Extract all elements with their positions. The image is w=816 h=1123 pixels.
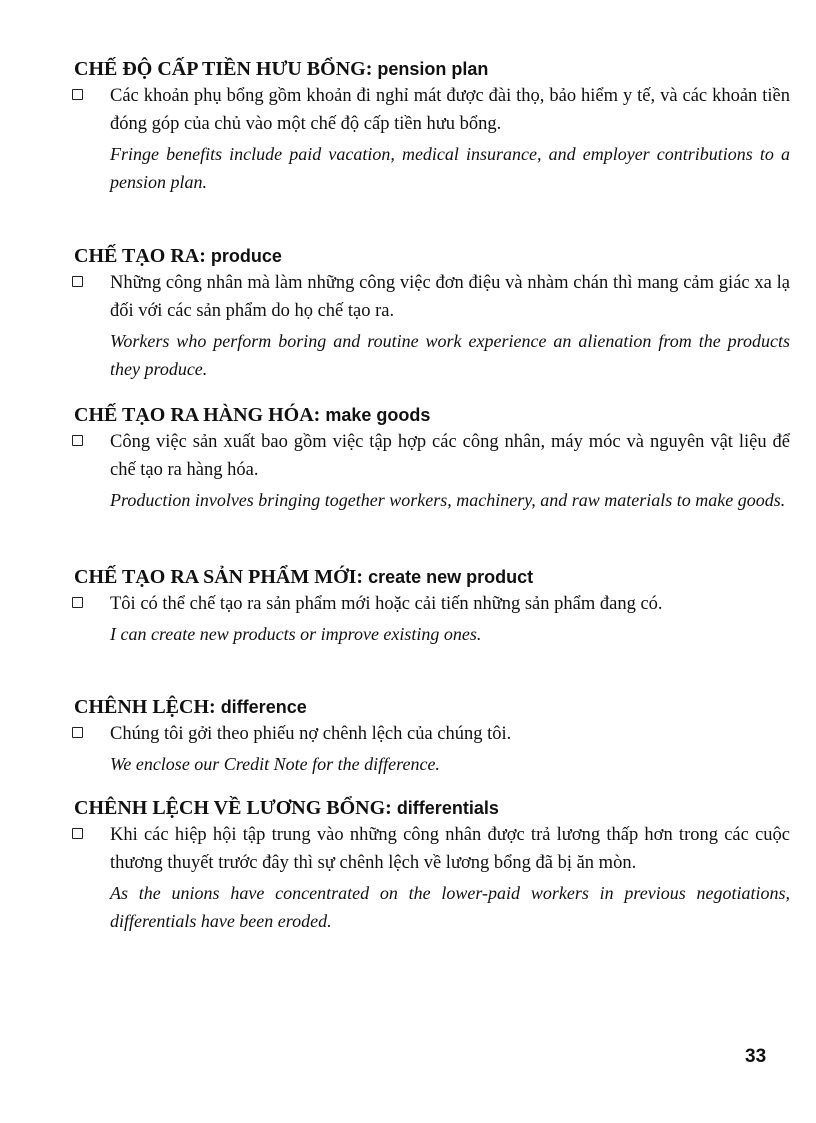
entry-differentials bbox=[70, 795, 790, 935]
term-vietnamese: CHẾ TẠO RA HÀNG HÓA: bbox=[74, 404, 321, 426]
entry-heading bbox=[74, 795, 790, 821]
checkbox-bullet-icon bbox=[72, 276, 83, 287]
example-vietnamese: Khi các hiệp hội tập trung vào những công nhân được trả lương thấp hơn trong các cuộc thương thuyết trước đây thì sự chênh lệch về lương bổng đã bị ăn mòn. bbox=[110, 825, 790, 873]
term-vietnamese: CHẾ TẠO RA: bbox=[74, 245, 206, 267]
checkbox-bullet-icon bbox=[72, 828, 83, 839]
entry-pension-plan bbox=[70, 56, 790, 196]
checkbox-bullet-icon bbox=[72, 727, 83, 738]
example-vietnamese: Chúng tôi gởi theo phiếu nợ chênh lệch của chúng tôi. bbox=[110, 724, 512, 744]
entry-heading bbox=[74, 56, 790, 82]
term-english: create new product bbox=[368, 567, 534, 587]
example-english: We enclose our Credit Note for the difference. bbox=[110, 754, 440, 774]
example-item bbox=[70, 269, 790, 383]
example-vietnamese: Công việc sản xuất bao gồm việc tập hợp các công nhân, máy móc và nguyên vật liệu để chế tạo ra hàng hóa. bbox=[110, 432, 790, 480]
term-english: make goods bbox=[325, 405, 431, 425]
example-vietnamese: Các khoản phụ bổng gồm khoản đi nghỉ mát được đài thọ, bảo hiểm y tế, và các khoản tiền đóng góp của chủ vào một chế độ cấp tiền hưu bổng. bbox=[110, 86, 790, 134]
example-item bbox=[70, 720, 790, 778]
example-english: As the unions have concentrated on the lower-paid workers in previous negotiations, differentials have been eroded. bbox=[110, 883, 790, 931]
term-english: differentials bbox=[396, 798, 499, 818]
entry-produce bbox=[70, 243, 790, 383]
term-vietnamese: CHẾ TẠO RA SẢN PHẨM MỚI: bbox=[74, 566, 364, 588]
example-vietnamese: Tôi có thể chế tạo ra sản phẩm mới hoặc cải tiến những sản phẩm đang có. bbox=[110, 594, 663, 614]
page-number: 33 bbox=[745, 1046, 767, 1067]
term-english: difference bbox=[220, 697, 307, 717]
entry-make-goods bbox=[70, 402, 790, 514]
checkbox-bullet-icon bbox=[72, 89, 83, 100]
example-item bbox=[70, 821, 790, 935]
term-vietnamese: CHẾ ĐỘ CẤP TIỀN HƯU BỔNG: bbox=[74, 58, 373, 80]
example-english: Production involves bringing together workers, machinery, and raw materials to make goods. bbox=[110, 490, 786, 510]
term-vietnamese: CHÊNH LỆCH: bbox=[74, 696, 216, 718]
example-english: Fringe benefits include paid vacation, medical insurance, and employer contributions to a pension plan. bbox=[110, 144, 790, 192]
term-vietnamese: CHÊNH LỆCH VỀ LƯƠNG BỔNG: bbox=[74, 797, 392, 819]
checkbox-bullet-icon bbox=[72, 435, 83, 446]
example-english: Workers who perform boring and routine work experience an alienation from the products they produce. bbox=[110, 331, 790, 379]
example-vietnamese: Những công nhân mà làm những công việc đơn điệu và nhàm chán thì mang cảm giác xa lạ đối với các sản phẩm do họ chế tạo ra. bbox=[110, 273, 790, 321]
entry-heading bbox=[74, 694, 790, 720]
entry-heading bbox=[74, 564, 790, 590]
example-item bbox=[70, 590, 790, 648]
term-english: pension plan bbox=[377, 59, 489, 79]
entry-heading bbox=[74, 402, 790, 428]
example-item bbox=[70, 428, 790, 514]
entry-create-new-product bbox=[70, 564, 790, 648]
term-english: produce bbox=[210, 246, 282, 266]
example-english: I can create new products or improve existing ones. bbox=[110, 624, 482, 644]
example-item bbox=[70, 82, 790, 196]
entry-heading bbox=[74, 243, 790, 269]
entry-difference bbox=[70, 694, 790, 778]
checkbox-bullet-icon bbox=[72, 597, 83, 608]
